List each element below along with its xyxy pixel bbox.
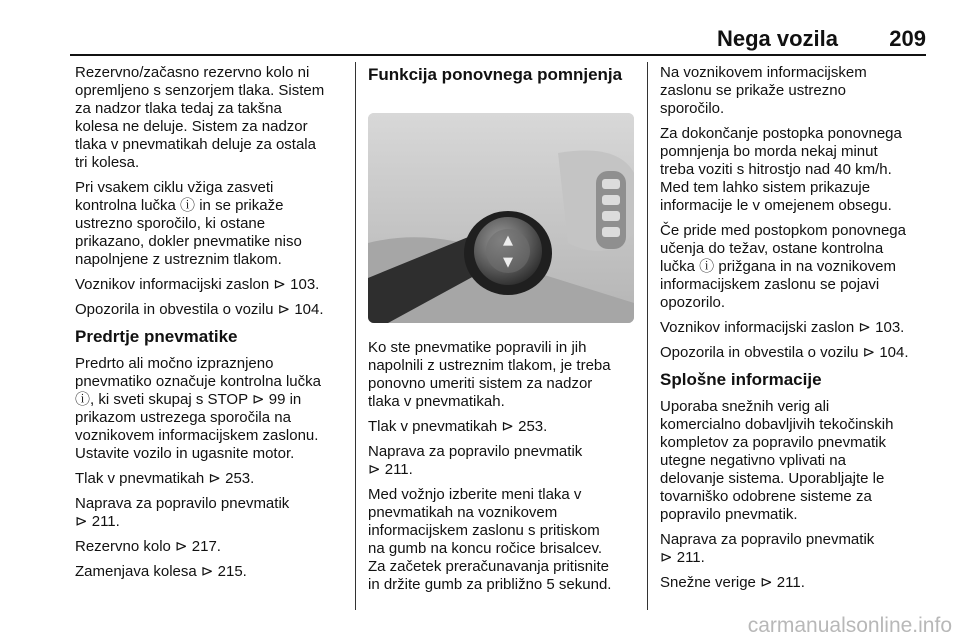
column-left	[75, 64, 347, 588]
cross-reference: Naprava za popravilo pnevmatik ⊳ 211.	[75, 495, 290, 530]
column-right	[660, 64, 930, 599]
cross-reference: Voznikov informacijski zaslon ⊳ 103.	[660, 319, 905, 336]
cross-reference: Opozorila in obvestila o vozilu ⊳ 104.	[75, 301, 324, 318]
paragraph: Če pride med postopkom ponovnega učenja do težav, ostane kontrolna lučka ⓘ prižgana in na voznikovem informacijskem zaslonu se pojavi opozorilo.	[660, 222, 906, 311]
cross-reference: Tlak v pnevmatikah ⊳ 253.	[75, 470, 255, 487]
paragraph: Uporaba snežnih verig ali komercialno dobavljivih tekočinskih kompletov za popravilo pnevmatik utegne negativno vplivati na delovanje sistema. Uporabljajte le tovarniško odobrene sisteme za popravilo pnevmatik.	[660, 398, 894, 523]
paragraph: Za dokončanje postopka ponovnega pomnjenja bo morda nekaj minut treba voziti s hitrostjo nad 40 km/h. Med tem lahko sistem prikazuje informacije le v omejenem obsegu.	[660, 125, 902, 214]
header-rule	[70, 54, 926, 56]
cross-reference: Naprava za popravilo pnevmatik ⊳ 211.	[660, 531, 875, 566]
section-heading: Predrtje pnevmatike	[75, 327, 238, 346]
svg-text:▲: ▲	[503, 233, 513, 248]
cross-reference: Naprava za popravilo pnevmatik ⊳ 211.	[368, 443, 583, 478]
column-divider-1	[355, 62, 356, 610]
cross-reference: Opozorila in obvestila o vozilu ⊳ 104.	[660, 344, 909, 361]
svg-text:▼: ▼	[503, 255, 513, 270]
paragraph: Na voznikovem informacijskem zaslonu se prikaže ustrezno sporočilo.	[660, 64, 867, 117]
section-heading: Funkcija ponovnega pomnjenja	[368, 65, 623, 84]
section-title: Nega vozila	[716, 26, 838, 51]
cross-reference: Rezervno kolo ⊳ 217.	[75, 538, 221, 555]
column-middle	[368, 64, 634, 601]
column-divider-2	[647, 62, 648, 610]
cross-reference: Voznikov informacijski zaslon ⊳ 103.	[75, 276, 320, 293]
watermark: carmanualsonline.info	[747, 614, 952, 637]
paragraph: Med vožnjo izberite meni tlaka v pnevmatikah na voznikovem informacijskem zaslonu s pritiskom na gumb na koncu ročice brisalcev. Za začetek preračunavanja pritisnite in držite gumb za približno 5 sekund.	[368, 486, 612, 593]
page-header	[70, 26, 926, 54]
wiper-stalk-button-photo	[368, 113, 634, 323]
paragraph: Predrto ali močno izpraznjeno pnevmatiko označuje kontrolna lučka ⓘ, ki sveti skupaj s STOP ⊳ 99 in prikazom ustrezega sporočila na voznikovem informacijskem zaslonu. Ustavite vozilo in ugasnite motor.	[75, 355, 321, 462]
page-number: 209	[889, 26, 926, 51]
paragraph: Pri vsakem ciklu vžiga zasveti kontrolna lučka ⓘ in se prikaže ustrezno sporočilo, ki ostane prikazano, dokler pnevmatike niso napolnjene z ustreznim tlakom.	[75, 179, 302, 268]
paragraph: Ko ste pnevmatike popravili in jih napolnili z ustreznim tlakom, je treba ponovno umeriti sistem za nadzor tlaka v pnevmatikah.	[368, 339, 611, 410]
cross-reference: Snežne verige ⊳ 211.	[660, 574, 805, 591]
section-heading: Splošne informacije	[660, 370, 822, 389]
cross-reference: Zamenjava kolesa ⊳ 215.	[75, 563, 247, 580]
cross-reference: Tlak v pnevmatikah ⊳ 253.	[368, 418, 548, 435]
paragraph: Rezervno/začasno rezervno kolo ni opremljeno s senzorjem tlaka. Sistem za nadzor tlaka tedaj za takšna kolesa ne deluje. Sistem za nadzor tlaka v pnevmatikah deluje za ostala tri kolesa.	[75, 64, 325, 171]
